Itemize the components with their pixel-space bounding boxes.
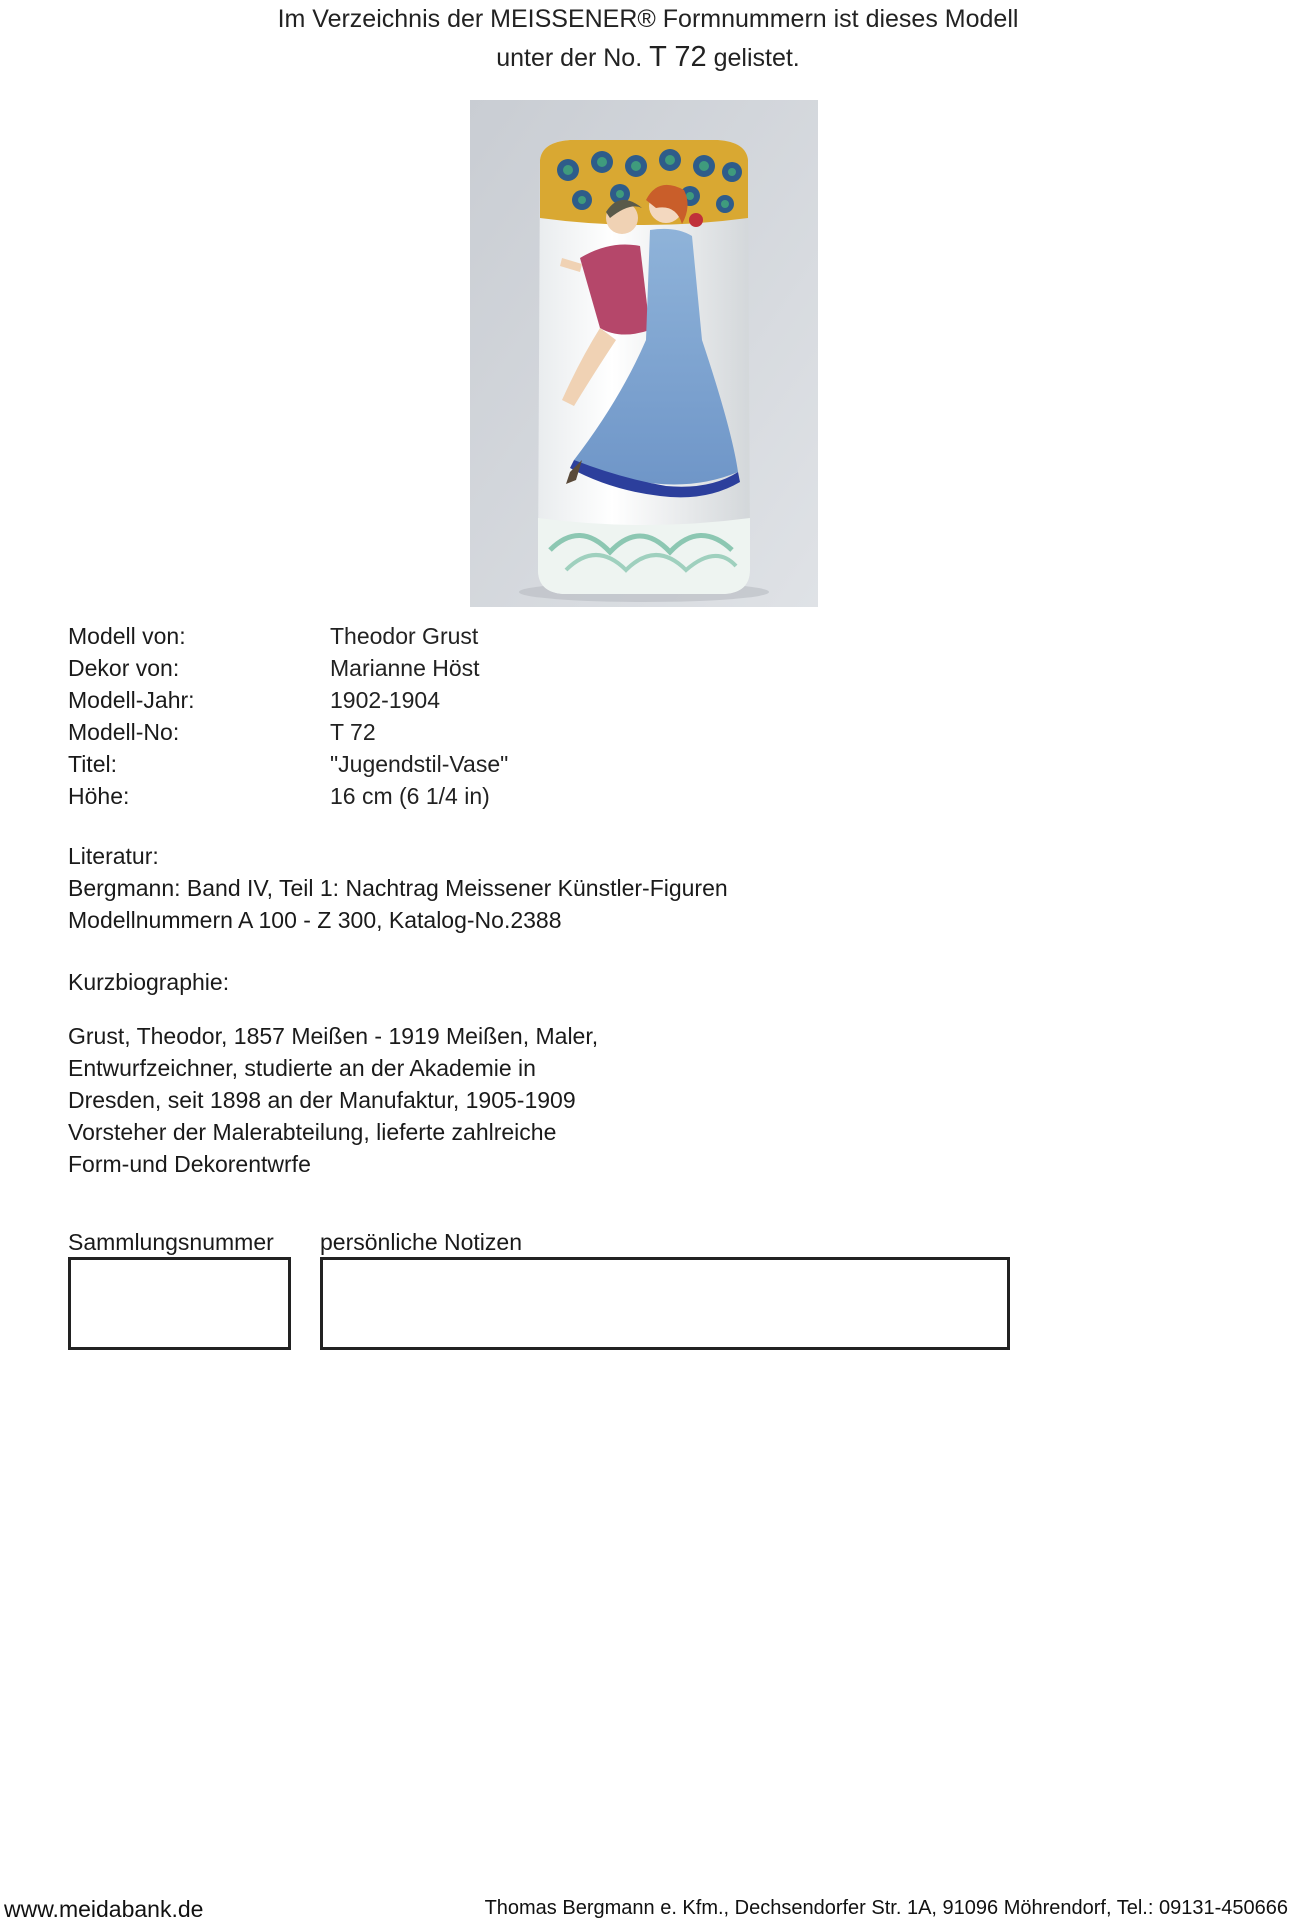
fact-label: Modell von: bbox=[68, 623, 186, 649]
fact-value: T 72 bbox=[330, 719, 376, 745]
collection-number-field[interactable] bbox=[68, 1257, 291, 1350]
biography-heading: Kurzbiographie: bbox=[68, 969, 230, 995]
collection-number-label: Sammlungsnummer bbox=[68, 1229, 274, 1255]
vase-photo bbox=[470, 100, 818, 607]
fact-value: Theodor Grust bbox=[330, 623, 479, 649]
personal-notes-field[interactable] bbox=[320, 1257, 1010, 1350]
fact-label: Modell-No: bbox=[68, 719, 180, 745]
header-line-2 bbox=[0, 38, 1296, 77]
biography-line: Dresden, seit 1898 an der Manufaktur, 1905-1909 bbox=[68, 1087, 576, 1113]
literature-line: Modellnummern A 100 - Z 300, Katalog-No.2388 bbox=[68, 907, 562, 933]
literature-section bbox=[68, 840, 728, 936]
biography-line: Vorsteher der Malerabteilung, lieferte zahlreiche bbox=[68, 1119, 557, 1145]
fact-value: 1902-1904 bbox=[330, 687, 440, 713]
header-model-number: T 72 bbox=[649, 41, 707, 73]
biography-line: Entwurfzeichner, studierte an der Akademie in bbox=[68, 1055, 536, 1081]
header-suffix: gelistet. bbox=[713, 44, 800, 72]
fact-value: 16 cm (6 1/4 in) bbox=[330, 783, 490, 809]
fact-row-titel bbox=[68, 748, 508, 780]
fact-label: Modell-Jahr: bbox=[68, 687, 195, 713]
fact-row-dekor bbox=[68, 652, 508, 684]
personal-notes-label: persönliche Notizen bbox=[320, 1229, 523, 1255]
biography-line: Form-und Dekorentwrfe bbox=[68, 1151, 311, 1177]
fact-row-jahr bbox=[68, 684, 508, 716]
facts-table bbox=[68, 620, 508, 812]
fact-row-hoehe bbox=[68, 780, 508, 812]
fact-row-modell bbox=[68, 620, 508, 652]
fact-row-modell-no bbox=[68, 716, 508, 748]
footer-address: Thomas Bergmann e. Kfm., Dechsendorfer Str. 1A, 91096 Möhrendorf, Tel.: 09131-450666 bbox=[484, 1897, 1288, 1919]
literature-line: Bergmann: Band IV, Teil 1: Nachtrag Meissener Künstler-Figuren bbox=[68, 875, 728, 901]
biography-text bbox=[68, 1020, 668, 1180]
fact-value: "Jugendstil-Vase" bbox=[330, 751, 509, 777]
fact-label: Dekor von: bbox=[68, 655, 180, 681]
page-header bbox=[0, 0, 1296, 77]
footer-website: www.meidabank.de bbox=[4, 1896, 204, 1922]
header-prefix: unter der No. bbox=[496, 44, 643, 72]
fact-label: Höhe: bbox=[68, 783, 130, 809]
header-line-1: Im Verzeichnis der MEISSENER® Formnummern ist dieses Modell bbox=[277, 5, 1019, 33]
vase-photo-icon bbox=[470, 100, 818, 607]
biography-line: Grust, Theodor, 1857 Meißen - 1919 Meißen, Maler, bbox=[68, 1023, 599, 1049]
literature-heading: Literatur: bbox=[68, 843, 159, 869]
fact-value: Marianne Höst bbox=[330, 655, 480, 681]
fact-label: Titel: bbox=[68, 751, 117, 777]
